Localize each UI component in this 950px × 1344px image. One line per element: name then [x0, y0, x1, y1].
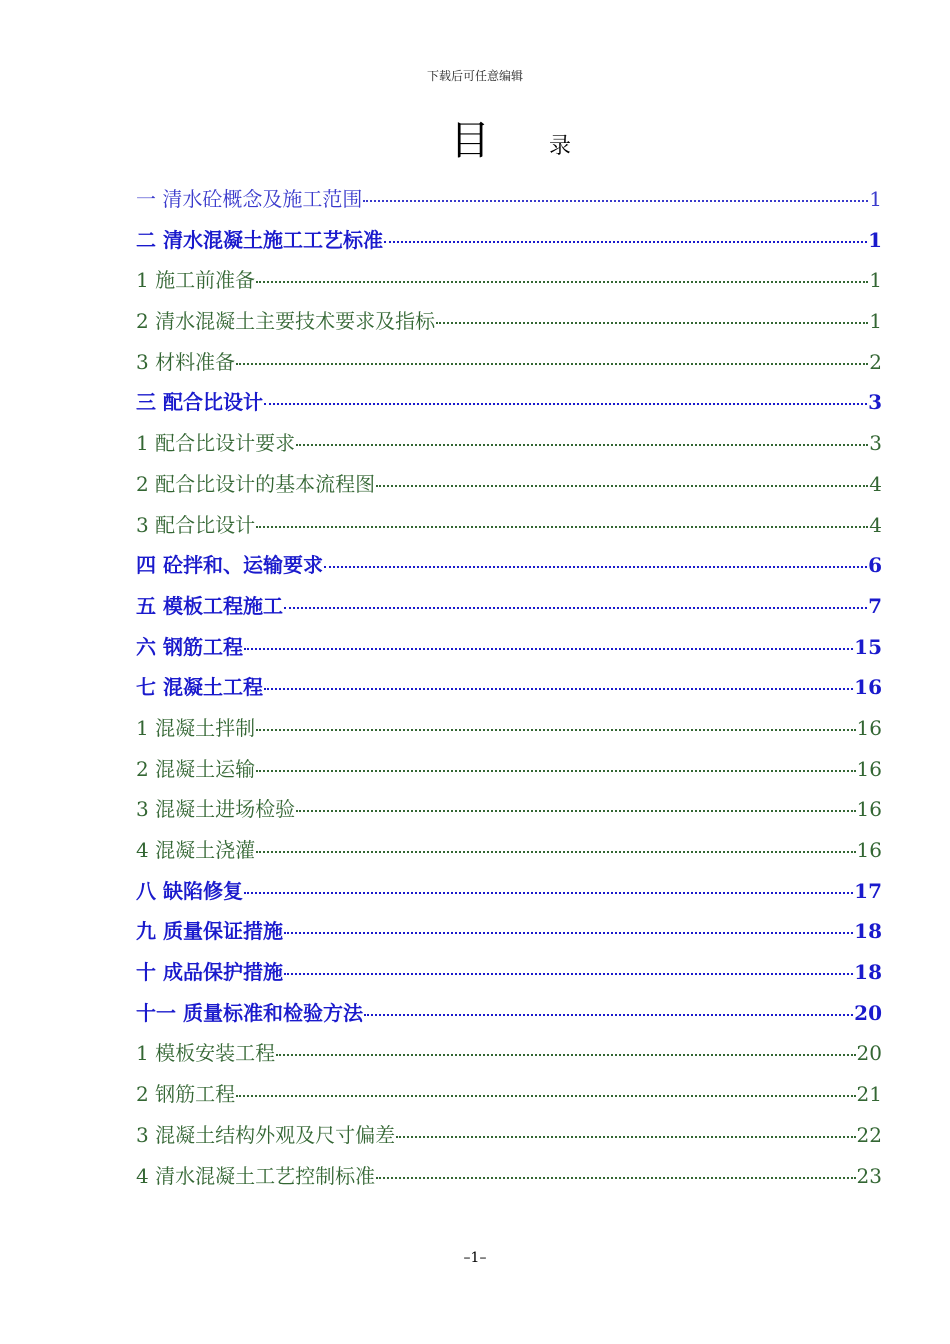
toc-title — [0, 118, 950, 168]
toc-dot-leader — [363, 200, 868, 202]
toc-entry-label: 1 混凝土拌制 — [136, 715, 256, 740]
toc-entry-label: 1 模板安装工程 — [136, 1041, 276, 1066]
table-of-contents — [136, 181, 882, 1198]
toc-dot-leader — [296, 444, 868, 446]
toc-entry-page: 15 — [854, 634, 882, 659]
toc-entry-label: 3 材料准备 — [136, 349, 236, 374]
toc-entry-page: 4 — [869, 471, 882, 496]
toc-chapter-entry[interactable] — [136, 222, 882, 263]
toc-title-main: 目 — [450, 118, 490, 164]
toc-entry-label: 4 清水混凝土工艺控制标准 — [136, 1163, 376, 1188]
toc-dot-leader — [396, 1136, 855, 1138]
toc-section-entry[interactable] — [136, 507, 882, 548]
toc-dot-leader — [244, 648, 853, 650]
toc-dot-leader — [236, 1095, 855, 1097]
toc-section-entry[interactable] — [136, 751, 882, 792]
toc-chapter-entry[interactable] — [136, 547, 882, 588]
toc-entry-label: 1 施工前准备 — [136, 268, 256, 293]
toc-entry-page: 3 — [868, 390, 882, 415]
toc-section-entry[interactable] — [136, 1076, 882, 1117]
toc-entry-label: 3 混凝土结构外观及尺寸偏差 — [136, 1122, 396, 1147]
toc-section-entry[interactable] — [136, 344, 882, 385]
toc-section-entry[interactable] — [136, 466, 882, 507]
toc-entry-label: 九 质量保证措施 — [136, 919, 283, 944]
toc-section-entry[interactable] — [136, 303, 882, 344]
toc-entry-page: 3 — [869, 431, 882, 456]
toc-chapter-entry[interactable] — [136, 995, 882, 1036]
toc-entry-label: 六 钢筋工程 — [136, 634, 243, 659]
toc-chapter-entry[interactable] — [136, 181, 882, 222]
toc-entry-page: 20 — [854, 1000, 882, 1025]
toc-chapter-entry[interactable] — [136, 669, 882, 710]
toc-dot-leader — [376, 1177, 855, 1179]
toc-dot-leader — [436, 322, 868, 324]
toc-dot-leader — [284, 607, 867, 609]
toc-entry-page: 18 — [854, 919, 882, 944]
toc-entry-page: 1 — [869, 187, 882, 211]
toc-chapter-entry[interactable] — [136, 913, 882, 954]
toc-dot-leader — [376, 485, 868, 487]
toc-dot-leader — [244, 892, 853, 894]
toc-entry-label: 一 清水砼概念及施工范围 — [136, 187, 363, 211]
toc-entry-page: 1 — [868, 227, 882, 252]
toc-entry-page: 20 — [856, 1041, 882, 1066]
toc-chapter-entry[interactable] — [136, 954, 882, 995]
toc-section-entry[interactable] — [136, 1035, 882, 1076]
toc-section-entry[interactable] — [136, 262, 882, 303]
toc-dot-leader — [256, 851, 855, 853]
toc-dot-leader — [384, 241, 867, 243]
toc-chapter-entry[interactable] — [136, 629, 882, 670]
toc-entry-page: 16 — [854, 675, 882, 700]
toc-dot-leader — [284, 973, 853, 975]
toc-entry-page: 6 — [868, 553, 882, 578]
toc-entry-label: 十一 质量标准和检验方法 — [136, 1000, 363, 1025]
toc-section-entry[interactable] — [136, 710, 882, 751]
toc-section-entry[interactable] — [136, 1117, 882, 1158]
toc-section-entry[interactable] — [136, 791, 882, 832]
toc-entry-page: 22 — [856, 1122, 882, 1147]
toc-dot-leader — [264, 403, 867, 405]
toc-entry-page: 17 — [854, 878, 882, 903]
toc-entry-label: 2 钢筋工程 — [136, 1082, 236, 1107]
toc-dot-leader — [284, 932, 853, 934]
toc-entry-label: 八 缺陷修复 — [136, 878, 243, 903]
toc-entry-label: 五 模板工程施工 — [136, 593, 283, 618]
toc-entry-label: 1 配合比设计要求 — [136, 431, 296, 456]
toc-entry-page: 23 — [856, 1163, 882, 1188]
toc-chapter-entry[interactable] — [136, 873, 882, 914]
toc-entry-label: 3 混凝土进场检验 — [136, 797, 296, 822]
toc-dot-leader — [296, 810, 855, 812]
toc-section-entry[interactable] — [136, 425, 882, 466]
toc-entry-page: 18 — [854, 960, 882, 985]
toc-dot-leader — [276, 1054, 855, 1056]
toc-entry-label: 2 配合比设计的基本流程图 — [136, 471, 376, 496]
toc-chapter-entry[interactable] — [136, 588, 882, 629]
toc-dot-leader — [256, 526, 868, 528]
toc-entry-page: 1 — [869, 268, 882, 293]
toc-dot-leader — [264, 688, 853, 690]
toc-dot-leader — [324, 566, 867, 568]
toc-entry-page: 16 — [856, 756, 882, 781]
toc-dot-leader — [236, 363, 868, 365]
toc-dot-leader — [256, 281, 868, 283]
toc-entry-label: 3 配合比设计 — [136, 512, 256, 537]
toc-section-entry[interactable] — [136, 832, 882, 873]
toc-entry-page: 16 — [856, 838, 882, 862]
page-number: –1– — [463, 1250, 487, 1266]
toc-entry-label: 2 清水混凝土主要技术要求及指标 — [136, 309, 436, 334]
toc-entry-label: 2 混凝土运输 — [136, 756, 256, 781]
toc-dot-leader — [256, 729, 855, 731]
toc-dot-leader — [364, 1014, 853, 1016]
toc-entry-page: 7 — [868, 593, 882, 618]
toc-entry-label: 三 配合比设计 — [136, 390, 263, 415]
toc-entry-label: 二 清水混凝土施工工艺标准 — [136, 227, 383, 252]
toc-entry-page: 2 — [869, 349, 882, 374]
header-note: 下载后可任意编辑 — [426, 69, 523, 83]
toc-entry-label: 十 成品保护措施 — [136, 960, 283, 985]
toc-entry-page: 16 — [856, 715, 882, 740]
toc-entry-label: 四 砼拌和、运输要求 — [136, 553, 323, 578]
toc-section-entry[interactable] — [136, 1158, 882, 1199]
toc-entry-page: 16 — [856, 797, 882, 822]
toc-entry-label: 4 混凝土浇灌 — [136, 838, 256, 862]
toc-dot-leader — [256, 770, 855, 772]
toc-entry-label: 七 混凝土工程 — [136, 675, 263, 700]
toc-entry-page: 1 — [869, 309, 882, 334]
toc-chapter-entry[interactable] — [136, 384, 882, 425]
toc-entry-page: 4 — [869, 512, 882, 537]
toc-entry-page: 21 — [856, 1082, 882, 1107]
toc-title-sub: 录 — [549, 134, 572, 159]
